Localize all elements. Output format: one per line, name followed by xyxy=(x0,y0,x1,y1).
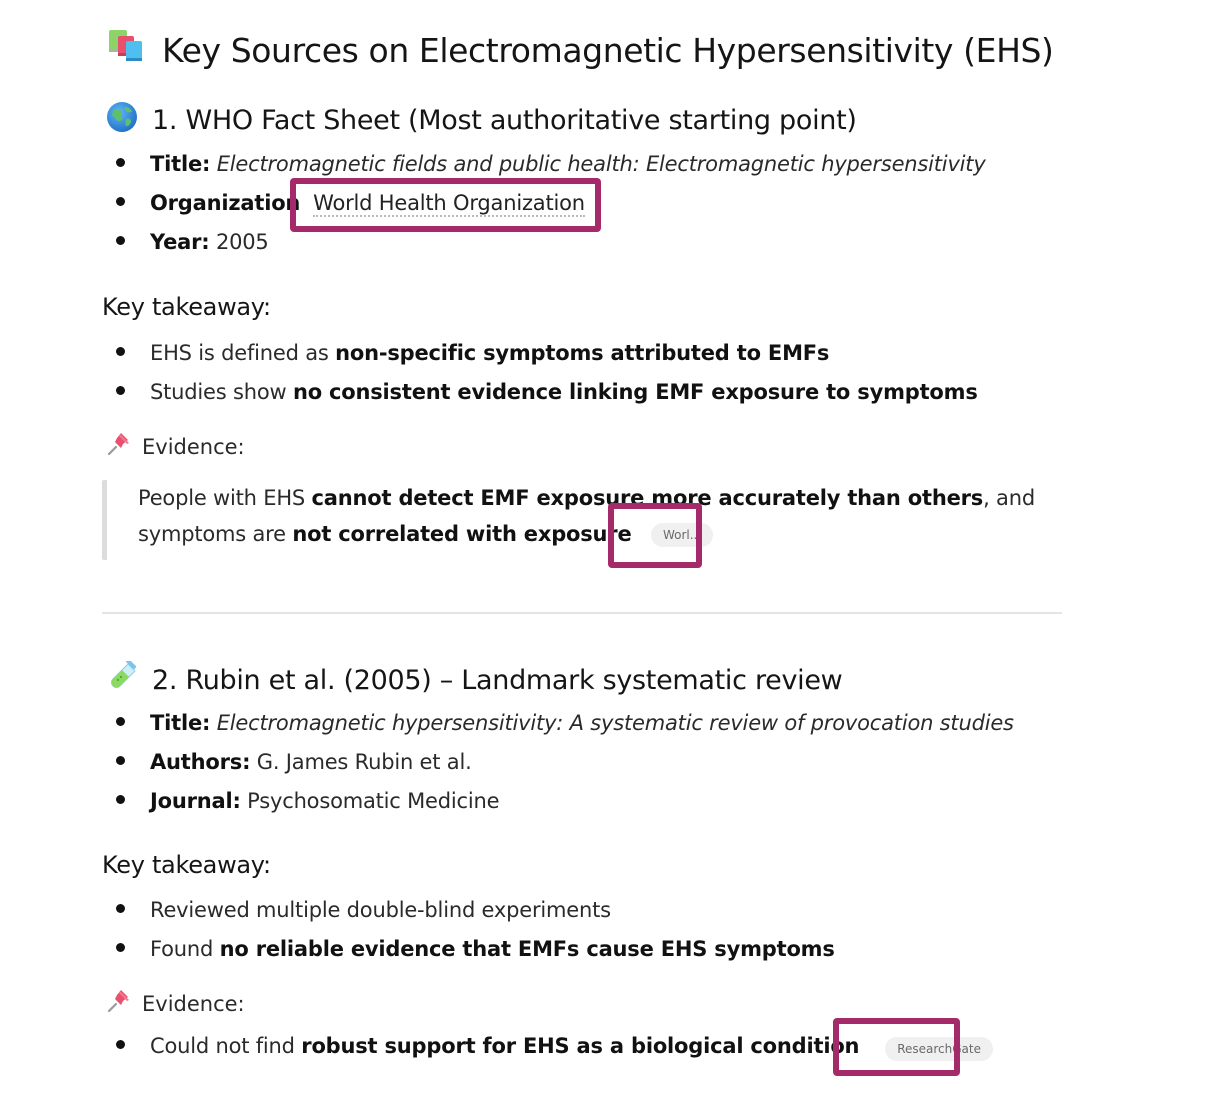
bullet-icon xyxy=(116,795,125,804)
detail-label: Year: xyxy=(150,230,210,254)
bullet-icon xyxy=(116,158,125,167)
takeaway-text: Studies show xyxy=(150,380,287,404)
detail-label: Organization xyxy=(150,191,301,215)
detail-value: Electromagnetic fields and public health: Electromagnetic hypersensitivity xyxy=(216,152,986,176)
bullet-icon xyxy=(116,236,125,245)
bullet-icon xyxy=(116,904,125,913)
bullet-icon xyxy=(116,943,125,952)
organization-link[interactable]: World Health Organization xyxy=(313,191,585,215)
takeaway-text: EHS is defined as xyxy=(150,341,329,365)
evidence-text: Evidence: xyxy=(142,991,245,1016)
key-takeaway-heading: Key takeaway: xyxy=(102,851,271,879)
citation-chip-who[interactable]: Worl... xyxy=(651,523,713,547)
bullet-icon xyxy=(116,1040,125,1049)
evidence-text: Evidence: xyxy=(142,434,245,459)
evidence-item-bold: robust support for EHS as a biological condition xyxy=(301,1034,860,1058)
detail-value: Electromagnetic hypersensitivity: A systematic review of provocation studies xyxy=(216,711,1014,735)
pushpin-icon xyxy=(106,988,132,1019)
bullet-icon xyxy=(116,197,125,206)
quote-line-1: People with EHS cannot detect EMF exposure more accurately than others, and xyxy=(138,486,1035,510)
detail-journal xyxy=(116,789,499,813)
detail-title xyxy=(116,152,986,176)
detail-organization xyxy=(116,191,585,217)
evidence-label xyxy=(106,431,245,462)
takeaway-item xyxy=(116,937,835,961)
detail-label: Title: xyxy=(150,152,211,176)
takeaway-item xyxy=(116,380,978,404)
detail-value: Psychosomatic Medicine xyxy=(247,789,500,813)
detail-authors xyxy=(116,750,472,774)
pushpin-icon xyxy=(106,431,132,462)
detail-title xyxy=(116,711,1014,735)
evidence-label xyxy=(106,988,245,1019)
globe-icon xyxy=(106,101,138,140)
books-icon xyxy=(108,28,148,72)
page-title xyxy=(108,28,1054,72)
bullet-icon xyxy=(116,386,125,395)
section-heading-text: 2. Rubin et al. (2005) – Landmark systematic review xyxy=(152,665,843,696)
takeaway-text: Reviewed multiple double-blind experiments xyxy=(150,898,611,922)
takeaway-item xyxy=(116,898,611,922)
detail-year xyxy=(116,230,269,254)
detail-value: 2005 xyxy=(215,230,269,254)
quote-line-2: symptoms are not correlated with exposure Worl... xyxy=(138,516,1042,552)
detail-value: G. James Rubin et al. xyxy=(256,750,472,774)
detail-label: Journal: xyxy=(150,789,241,813)
section-divider xyxy=(102,612,1062,614)
bullet-icon xyxy=(116,756,125,765)
takeaway-item xyxy=(116,341,829,365)
bullet-icon xyxy=(116,347,125,356)
evidence-blockquote xyxy=(102,480,1042,560)
takeaway-bold: non-specific symptoms attributed to EMFs xyxy=(335,341,830,365)
test-tube-icon xyxy=(106,661,138,700)
citation-chip-researchgate[interactable]: ResearchGate xyxy=(885,1037,993,1061)
section-heading-text: 1. WHO Fact Sheet (Most authoritative starting point) xyxy=(152,105,857,136)
takeaway-text: Found xyxy=(150,937,214,961)
takeaway-bold: no reliable evidence that EMFs cause EHS symptoms xyxy=(219,937,835,961)
detail-label: Title: xyxy=(150,711,211,735)
page-title-text: Key Sources on Electromagnetic Hypersensitivity (EHS) xyxy=(162,30,1054,70)
key-takeaway-heading: Key takeaway: xyxy=(102,293,271,321)
evidence-item xyxy=(116,1034,993,1061)
takeaway-bold: no consistent evidence linking EMF exposure to symptoms xyxy=(292,380,978,404)
detail-label: Authors: xyxy=(150,750,251,774)
section-heading-rubin xyxy=(106,661,842,700)
section-heading-who xyxy=(106,101,857,140)
bullet-icon xyxy=(116,717,125,726)
evidence-item-text: Could not find xyxy=(150,1034,295,1058)
